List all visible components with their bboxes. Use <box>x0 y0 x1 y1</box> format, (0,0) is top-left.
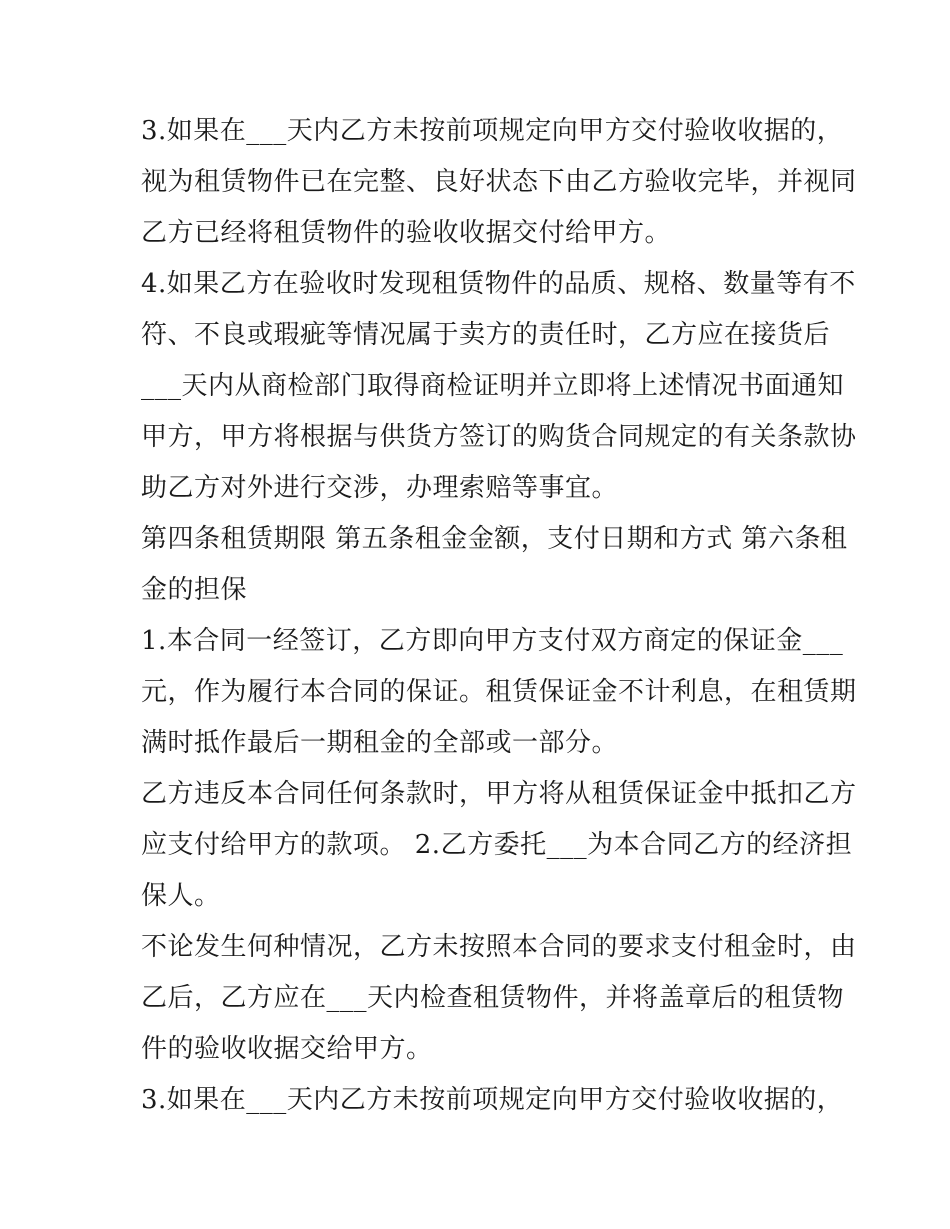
text-line: 保人。 <box>141 881 221 911</box>
text-line: 元，作为履行本合同的保证。租赁保证金不计利息，在租赁期 <box>141 677 857 707</box>
text-line: 视为租赁物件已在完整、良好状态下由乙方验收完毕，并视同 <box>141 167 857 197</box>
text-line: 3.如果在___天内乙方未按前项规定向甲方交付验收收据的， <box>141 1085 844 1115</box>
text-line: 件的验收收据交给甲方。 <box>141 1034 433 1064</box>
text-line: 4.如果乙方在验收时发现租赁物件的品质、规格、数量等有不 <box>141 269 856 299</box>
text-line: 助乙方对外进行交涉，办理索赔等事宜。 <box>141 473 619 503</box>
text-line: 不论发生何种情况，乙方未按照本合同的要求支付租金时，由 <box>141 932 857 962</box>
text-line: 满时抵作最后一期租金的全部或一部分。 <box>141 728 619 758</box>
text-line: 1.本合同一经签订，乙方即向甲方支付双方商定的保证金___ <box>141 626 844 656</box>
text-line: 甲方，甲方将根据与供货方签订的购货合同规定的有关条款协 <box>141 422 857 452</box>
text-line: ___天内从商检部门取得商检证明并立即将上述情况书面通知 <box>141 371 845 401</box>
text-line: 3.如果在___天内乙方未按前项规定向甲方交付验收收据的， <box>141 116 844 146</box>
text-line: 乙方违反本合同任何条款时，甲方将从租赁保证金中抵扣乙方 <box>141 779 857 809</box>
section-heading-line: 金的担保 <box>141 575 248 605</box>
text-line: 乙后，乙方应在___天内检查租赁物件，并将盖章后的租赁物 <box>141 983 845 1013</box>
document-body <box>141 106 857 1126</box>
section-heading-line: 第四条租赁期限 第五条租金金额，支付日期和方式 第六条租 <box>141 524 848 554</box>
text-line: 乙方已经将租赁物件的验收收据交付给甲方。 <box>141 218 672 248</box>
text-line: 应支付给甲方的款项。 2.乙方委托___为本合同乙方的经济担 <box>141 830 853 860</box>
text-line: 符、不良或瑕疵等情况属于卖方的责任时，乙方应在接货后 <box>141 320 831 350</box>
